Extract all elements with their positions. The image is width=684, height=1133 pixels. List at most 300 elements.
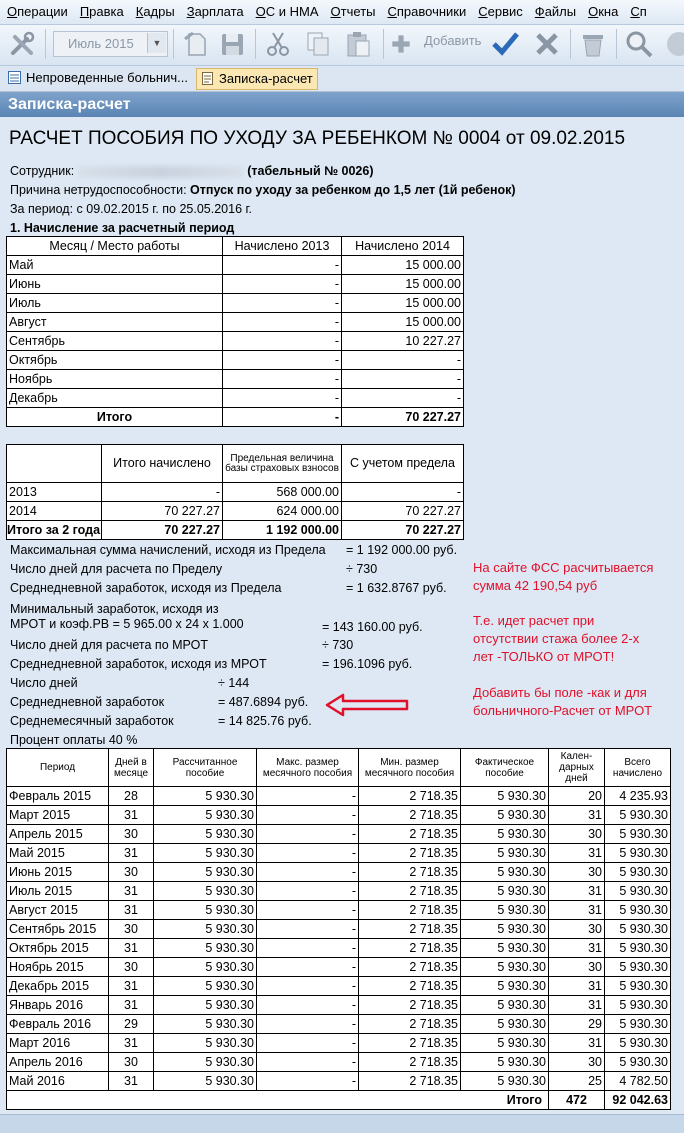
column-header: Начислено 2013 <box>223 237 342 256</box>
accrual-table <box>6 236 464 427</box>
table-cell: 5 930.30 <box>461 1072 549 1091</box>
table-row <box>7 996 671 1015</box>
calc-value: = 487.6894 руб. <box>218 695 309 709</box>
table-cell: 5 930.30 <box>605 1053 671 1072</box>
annotation-text: Т.е. идет расчет при <box>473 613 595 628</box>
column-header <box>7 445 102 483</box>
table-row <box>7 370 464 389</box>
table-cell: Июль <box>7 294 223 313</box>
table-cell: 5 930.30 <box>154 996 257 1015</box>
menu-reports[interactable]: Отчеты <box>330 4 376 19</box>
table-cell: 2 718.35 <box>359 787 461 806</box>
list-icon <box>8 71 21 84</box>
table-cell: 5 930.30 <box>461 882 549 901</box>
table-cell: - <box>257 920 359 939</box>
table-row <box>7 977 671 996</box>
table-row <box>7 958 671 977</box>
table-cell: - <box>257 1015 359 1034</box>
calc-label: Число дней для расчета по МРОТ <box>10 638 208 652</box>
table-cell: - <box>257 939 359 958</box>
table-cell: 2 718.35 <box>359 863 461 882</box>
table-row <box>7 825 671 844</box>
table-cell: 5 930.30 <box>605 1034 671 1053</box>
table-cell: - <box>257 787 359 806</box>
table-cell: 5 930.30 <box>154 1034 257 1053</box>
table-cell: 31 <box>109 1034 154 1053</box>
search-icon[interactable] <box>624 29 654 59</box>
toolbar <box>0 25 684 66</box>
table-cell: 30 <box>109 920 154 939</box>
menu-bar <box>0 0 684 25</box>
column-header: С учетом предела <box>342 445 464 483</box>
tab-memo-calculation[interactable] <box>196 68 318 90</box>
table-cell: - <box>257 996 359 1015</box>
table-cell: 31 <box>109 977 154 996</box>
table-header-row <box>7 749 671 787</box>
help-icon[interactable] <box>664 29 684 59</box>
menu-personnel[interactable]: Кадры <box>135 4 175 19</box>
accrual-table-body <box>7 256 464 408</box>
table-cell: Май 2015 <box>7 844 109 863</box>
table-cell: 31 <box>109 1072 154 1091</box>
copy-icon[interactable] <box>303 29 333 59</box>
tabs-bar <box>0 66 684 92</box>
table-row <box>7 806 671 825</box>
table-row <box>7 901 671 920</box>
redacted-name <box>78 166 243 178</box>
table-cell: 2 718.35 <box>359 901 461 920</box>
table-cell: Май <box>7 256 223 275</box>
table-cell: - <box>257 863 359 882</box>
table-row <box>7 389 464 408</box>
annotation-text: отсутствии стажа более 2-х <box>473 631 640 646</box>
table-cell: 15 000.00 <box>342 294 464 313</box>
table-row <box>7 882 671 901</box>
table-cell: - <box>257 1072 359 1091</box>
table-cell: - <box>342 389 464 408</box>
calc-value: ÷ 730 <box>346 562 378 576</box>
table-cell: 5 930.30 <box>154 901 257 920</box>
table-cell: 2 718.35 <box>359 1053 461 1072</box>
total-row <box>7 1091 671 1110</box>
column-header: Мин. размер месячного пособия <box>359 749 461 787</box>
column-header: Рассчитанное пособие <box>154 749 257 787</box>
period-select[interactable] <box>53 31 168 57</box>
section-heading: 1. Начисление за расчетный период <box>10 221 235 235</box>
total-cell: 70 227.27 <box>102 521 223 540</box>
table-cell: 31 <box>109 939 154 958</box>
table-cell: Март 2016 <box>7 1034 109 1053</box>
table-cell: 30 <box>549 825 605 844</box>
menu-files[interactable]: Файлы <box>534 4 577 19</box>
column-header: Период <box>7 749 109 787</box>
table-cell: - <box>223 313 342 332</box>
table-cell: 5 930.30 <box>605 844 671 863</box>
delete-icon[interactable] <box>578 29 608 59</box>
calc-label: Процент оплаты 40 % <box>10 733 138 747</box>
table-cell: 30 <box>109 863 154 882</box>
table-cell: 31 <box>549 977 605 996</box>
table-cell: 31 <box>549 844 605 863</box>
period-line: За период: с 09.02.2015 г. по 25.05.2016 г. <box>10 202 253 216</box>
table-cell: - <box>223 389 342 408</box>
table-header-row <box>7 237 464 256</box>
table-cell: 5 930.30 <box>154 825 257 844</box>
tab-label: Записка-расчет <box>219 71 313 86</box>
table-cell: Август 2015 <box>7 901 109 920</box>
table-cell: 5 930.30 <box>605 958 671 977</box>
table-cell: 28 <box>109 787 154 806</box>
calc-value: ÷ 144 <box>218 676 250 690</box>
table-row <box>7 1015 671 1034</box>
employee-label: Сотрудник: <box>10 164 75 178</box>
annotation-text: больничного-Расчет от МРОТ <box>473 703 653 718</box>
table-cell: 2 718.35 <box>359 1015 461 1034</box>
calc-label: МРОТ и коэф.РВ = 5 965.00 x 24 x 1.000 <box>10 617 244 631</box>
table-cell: 5 930.30 <box>461 825 549 844</box>
calc-label: Число дней <box>10 676 78 690</box>
table-cell: 31 <box>109 996 154 1015</box>
table-cell: 15 000.00 <box>342 275 464 294</box>
total-days: 472 <box>549 1091 605 1110</box>
table-cell: - <box>257 901 359 920</box>
table-cell: 5 930.30 <box>605 825 671 844</box>
menu-service[interactable]: Сервис <box>478 4 523 19</box>
table-cell: 70 227.27 <box>102 502 223 521</box>
table-cell: 5 930.30 <box>154 1053 257 1072</box>
cancel-icon[interactable] <box>532 29 562 59</box>
total-row <box>7 408 464 427</box>
table-cell: Август <box>7 313 223 332</box>
table-row <box>7 939 671 958</box>
table-cell: - <box>102 483 223 502</box>
annotation-text: На сайте ФСС расчитывается <box>473 560 654 575</box>
table-cell: 31 <box>549 939 605 958</box>
save-icon[interactable] <box>217 29 247 59</box>
table-cell: Декабрь <box>7 389 223 408</box>
menu-directories[interactable]: Справочники <box>387 4 467 19</box>
column-header: Предельная величина базы страховых взносов <box>223 445 342 483</box>
table-cell: 568 000.00 <box>223 483 342 502</box>
table-cell: 30 <box>109 958 154 977</box>
table-cell: - <box>223 294 342 313</box>
table-row <box>7 483 464 502</box>
table-cell: 5 930.30 <box>461 844 549 863</box>
column-header: Фактическое пособие <box>461 749 549 787</box>
table-cell: 5 930.30 <box>461 920 549 939</box>
table-row <box>7 275 464 294</box>
table-cell: - <box>223 370 342 389</box>
table-cell: 2 718.35 <box>359 977 461 996</box>
table-cell: 5 930.30 <box>154 787 257 806</box>
table-cell: 5 930.30 <box>154 1072 257 1091</box>
table-row <box>7 863 671 882</box>
table-cell: - <box>223 332 342 351</box>
table-cell: 5 930.30 <box>154 920 257 939</box>
table-cell: 5 930.30 <box>605 920 671 939</box>
annotation-text: сумма 42 190,54 руб <box>473 578 598 593</box>
table-cell: Июнь <box>7 275 223 294</box>
calc-label: Максимальная сумма начислений, исходя из Предела <box>10 543 326 557</box>
table-row <box>7 294 464 313</box>
table-cell: 5 930.30 <box>605 977 671 996</box>
total-label: Итого <box>7 408 223 427</box>
table-cell: 5 930.30 <box>605 939 671 958</box>
table-cell: - <box>257 958 359 977</box>
table-cell: 31 <box>109 844 154 863</box>
table-cell: 5 930.30 <box>154 939 257 958</box>
calc-value: = 143 160.00 руб. <box>322 620 423 634</box>
table-cell: Апрель 2016 <box>7 1053 109 1072</box>
table-cell: 5 930.30 <box>154 958 257 977</box>
table-cell: 31 <box>109 806 154 825</box>
tools-icon[interactable] <box>7 29 37 59</box>
table-cell: 31 <box>109 882 154 901</box>
employee-value: (табельный № 0026) <box>247 164 374 178</box>
plus-icon[interactable] <box>388 29 414 59</box>
checkmark-icon[interactable] <box>490 29 520 59</box>
table-row <box>7 1072 671 1091</box>
table-cell: 5 930.30 <box>154 1015 257 1034</box>
table-cell: 29 <box>109 1015 154 1034</box>
table-cell: 15 000.00 <box>342 256 464 275</box>
table-cell: 31 <box>109 901 154 920</box>
page-title: РАСЧЕТ ПОСОБИЯ ПО УХОДУ ЗА РЕБЕНКОМ № 0004 от 09.02.2015 <box>9 128 626 149</box>
cut-icon[interactable] <box>263 29 293 59</box>
table-cell: 2 718.35 <box>359 825 461 844</box>
table-cell: - <box>342 483 464 502</box>
period-value: Июль 2015 <box>68 36 134 51</box>
table-cell: 5 930.30 <box>461 901 549 920</box>
total-cell: 1 192 000.00 <box>223 521 342 540</box>
table-cell: 5 930.30 <box>605 1015 671 1034</box>
table-cell: - <box>257 1053 359 1072</box>
table-row <box>7 844 671 863</box>
table-cell: 5 930.30 <box>461 996 549 1015</box>
calc-value: = 14 825.76 руб. <box>218 714 312 728</box>
table-cell: 5 930.30 <box>154 882 257 901</box>
menu-operations[interactable]: Операции <box>7 4 68 19</box>
table-row <box>7 920 671 939</box>
table-cell: 10 227.27 <box>342 332 464 351</box>
table-cell: 4 235.93 <box>605 787 671 806</box>
total-sum: 92 042.63 <box>605 1091 671 1110</box>
payment-table-body <box>7 787 671 1091</box>
window-title: Записка-расчет <box>0 92 684 117</box>
table-cell: 2 718.35 <box>359 939 461 958</box>
column-header: Начислено 2014 <box>342 237 464 256</box>
table-cell: 2014 <box>7 502 102 521</box>
table-row <box>7 332 464 351</box>
status-bar <box>0 1114 684 1133</box>
total-row <box>7 521 464 540</box>
table-cell: 31 <box>549 1034 605 1053</box>
table-cell: 4 782.50 <box>605 1072 671 1091</box>
column-header: Всего начислено <box>605 749 671 787</box>
table-cell: Сентябрь <box>7 332 223 351</box>
table-cell: - <box>342 370 464 389</box>
table-cell: 5 930.30 <box>154 844 257 863</box>
arrow-left-icon <box>325 693 411 717</box>
table-cell: 5 930.30 <box>461 1053 549 1072</box>
table-cell: Ноябрь <box>7 370 223 389</box>
table-cell: Июнь 2015 <box>7 863 109 882</box>
table-cell: 5 930.30 <box>154 806 257 825</box>
limit-table <box>6 444 464 540</box>
table-cell: 30 <box>549 958 605 977</box>
table-cell: 5 930.30 <box>461 1015 549 1034</box>
table-cell: 31 <box>549 996 605 1015</box>
table-cell: 624 000.00 <box>223 502 342 521</box>
reason-line <box>10 182 516 198</box>
tab-unposted-sick-leaves[interactable] <box>4 68 192 88</box>
table-cell: 2 718.35 <box>359 1034 461 1053</box>
table-cell: 2 718.35 <box>359 920 461 939</box>
table-cell: Март 2015 <box>7 806 109 825</box>
calc-value: = 196.1096 руб. <box>322 657 413 671</box>
table-cell: Май 2016 <box>7 1072 109 1091</box>
table-cell: - <box>223 256 342 275</box>
table-cell: Февраль 2016 <box>7 1015 109 1034</box>
table-cell: - <box>223 275 342 294</box>
column-header: Дней в месяце <box>109 749 154 787</box>
limit-table-body <box>7 483 464 521</box>
table-cell: 2 718.35 <box>359 844 461 863</box>
table-cell: 5 930.30 <box>605 806 671 825</box>
calc-value: ÷ 730 <box>322 638 354 652</box>
table-cell: Апрель 2015 <box>7 825 109 844</box>
table-cell: 5 930.30 <box>154 863 257 882</box>
table-cell: 2013 <box>7 483 102 502</box>
table-cell: Ноябрь 2015 <box>7 958 109 977</box>
table-cell: 20 <box>549 787 605 806</box>
table-cell: - <box>257 882 359 901</box>
tab-label: Непроведенные больнич... <box>26 70 188 85</box>
table-cell: 31 <box>549 901 605 920</box>
calc-label: Среднедневной заработок <box>10 695 165 709</box>
total-cell: 70 227.27 <box>342 521 464 540</box>
table-cell: 5 930.30 <box>605 901 671 920</box>
total-label: Итого за 2 года <box>7 521 102 540</box>
table-cell: 2 718.35 <box>359 958 461 977</box>
table-cell: Февраль 2015 <box>7 787 109 806</box>
table-cell: - <box>257 806 359 825</box>
table-cell: 5 930.30 <box>461 863 549 882</box>
menu-fixed-assets[interactable]: ОС и НМА <box>255 4 319 19</box>
menu-edit[interactable]: Правка <box>79 4 124 19</box>
table-row <box>7 1034 671 1053</box>
reason-label: Причина нетрудоспособности: <box>10 183 187 197</box>
total-cell: - <box>223 408 342 427</box>
table-cell: 5 930.30 <box>605 996 671 1015</box>
annotation-text: лет -ТОЛЬКО от МРОТ! <box>473 649 615 664</box>
table-row <box>7 351 464 370</box>
menu-windows[interactable]: Окна <box>588 4 619 19</box>
table-cell: 31 <box>549 882 605 901</box>
table-cell: 30 <box>109 1053 154 1072</box>
menu-help[interactable]: Сп <box>630 4 647 19</box>
table-cell: 5 930.30 <box>461 939 549 958</box>
table-cell: - <box>223 351 342 370</box>
reason-value: Отпуск по уходу за ребенком до 1,5 лет (1й ребенок) <box>190 183 516 197</box>
table-cell: 29 <box>549 1015 605 1034</box>
table-cell: 30 <box>549 920 605 939</box>
table-cell: 5 930.30 <box>461 1034 549 1053</box>
table-cell: 2 718.35 <box>359 806 461 825</box>
annotation-text: Добавить бы поле -как и для <box>473 685 647 700</box>
table-cell: 5 930.30 <box>605 863 671 882</box>
total-cell: 70 227.27 <box>342 408 464 427</box>
table-cell: 15 000.00 <box>342 313 464 332</box>
column-header: Кален-дарных дней <box>549 749 605 787</box>
table-cell: 5 930.30 <box>461 977 549 996</box>
column-header: Месяц / Место работы <box>7 237 223 256</box>
table-row <box>7 787 671 806</box>
calc-value: = 1 632.8767 руб. <box>346 581 447 595</box>
column-header: Итого начислено <box>102 445 223 483</box>
table-cell: - <box>342 351 464 370</box>
table-cell: - <box>257 1034 359 1053</box>
table-cell: 30 <box>549 1053 605 1072</box>
document-body <box>0 117 684 1132</box>
table-row <box>7 502 464 521</box>
table-cell: 30 <box>109 825 154 844</box>
table-cell: - <box>257 977 359 996</box>
add-button[interactable]: Добавить <box>424 33 482 48</box>
table-cell: Сентябрь 2015 <box>7 920 109 939</box>
table-cell: 30 <box>549 863 605 882</box>
table-cell: 5 930.30 <box>461 806 549 825</box>
calc-label: Число дней для расчета по Пределу <box>10 562 223 576</box>
table-cell: 5 930.30 <box>461 958 549 977</box>
table-cell: Декабрь 2015 <box>7 977 109 996</box>
table-cell: 31 <box>549 806 605 825</box>
document-icon <box>201 72 214 85</box>
calc-label: Среднедневной заработок, исходя из МРОТ <box>10 657 267 671</box>
calc-label: Минимальный заработок, исходя из <box>10 602 219 616</box>
menu-salary[interactable]: Зарплата <box>186 4 244 19</box>
new-document-icon[interactable] <box>181 29 211 59</box>
table-cell: Октябрь <box>7 351 223 370</box>
table-cell: 5 930.30 <box>154 977 257 996</box>
table-cell: 25 <box>549 1072 605 1091</box>
total-label: Итого <box>7 1091 549 1110</box>
table-cell: Октябрь 2015 <box>7 939 109 958</box>
table-cell: - <box>257 825 359 844</box>
calc-label: Среднедневной заработок, исходя из Предела <box>10 581 282 595</box>
employee-line <box>10 163 374 179</box>
table-cell: Июль 2015 <box>7 882 109 901</box>
table-header-row <box>7 445 464 483</box>
calc-value: = 1 192 000.00 руб. <box>346 543 458 557</box>
table-row <box>7 313 464 332</box>
table-cell: 70 227.27 <box>342 502 464 521</box>
column-header: Макс. размер месячного пособия <box>257 749 359 787</box>
table-cell: 5 930.30 <box>605 882 671 901</box>
table-cell: Январь 2016 <box>7 996 109 1015</box>
table-cell: 5 930.30 <box>461 787 549 806</box>
payment-table <box>6 748 671 1110</box>
calc-label: Среднемесячный заработок <box>10 714 174 728</box>
table-row <box>7 1053 671 1072</box>
table-row <box>7 256 464 275</box>
table-cell: 2 718.35 <box>359 996 461 1015</box>
table-cell: 2 718.35 <box>359 882 461 901</box>
table-cell: - <box>257 844 359 863</box>
paste-icon[interactable] <box>343 29 373 59</box>
chevron-down-icon[interactable]: ▼ <box>147 33 166 53</box>
table-cell: 2 718.35 <box>359 1072 461 1091</box>
